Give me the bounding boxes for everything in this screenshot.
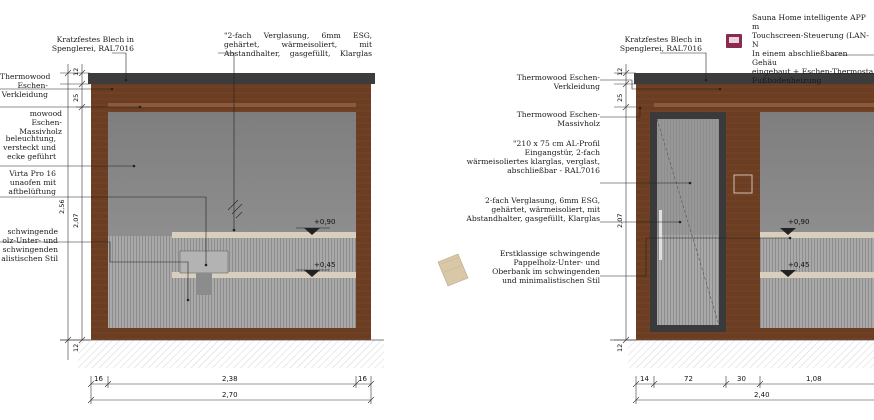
roof-plate (88, 73, 375, 84)
right-note-thermo-massiv: Thermowood Eschen- Massivholz (516, 110, 600, 128)
level-label-upper: +0,90 (314, 218, 336, 226)
dim-total-height: 2,56 (58, 199, 66, 214)
left-note-beleuchtung: beleuchtung, versteckt und ecke geführt (3, 134, 56, 161)
level-label-lower: +0,45 (314, 261, 336, 269)
dim-right-16: 16 (358, 375, 367, 383)
dim-width-inner: 2,38 (222, 375, 238, 383)
right-note-thermo-verkleidung: Thermowood Eschen- Verkleidung (516, 73, 600, 91)
dim-25-right: 25 (616, 93, 624, 102)
left-note-bank: schwingende olz-Unter- und schwingenden alistischen Stil (1, 227, 58, 263)
left-note-blech: Kratzfestes Blech in Spenglerei, RAL7016 (51, 35, 134, 53)
dim-bottom-12: 12 (72, 343, 80, 352)
level-label-upper-right: +0,90 (788, 218, 810, 226)
dim-30: 30 (737, 375, 746, 383)
interior-ribbed-wall (108, 236, 356, 328)
dim-inner-height: 2,07 (72, 213, 80, 228)
dim-width-total-right: 2,40 (754, 391, 770, 399)
dim-inner-height-right: 2,07 (616, 213, 624, 228)
dim-25: 25 (72, 93, 80, 102)
wood-sample-icon (438, 254, 468, 286)
left-note-thermo-massiv: mowood Eschen- Massivholz (19, 109, 62, 136)
dim-bottom-12-right: 12 (616, 343, 624, 352)
dim-top-12-right: 12 (616, 67, 624, 76)
dim-top-12: 12 (72, 67, 80, 76)
right-horizontal-dims (633, 376, 874, 404)
left-note-ofen: Virta Pro 16 unaofen mit aftbelüftung (8, 169, 56, 196)
ground-hatch-right (628, 340, 874, 368)
left-note-verglasung: "2-fach Verglasung, 6mm ESG, gehärtet, wärmeisoliert, mit Abstandhalter, gasgefüllt, Klarglas (224, 31, 372, 58)
dim-72: 72 (684, 375, 693, 383)
ground-hatch (78, 340, 384, 368)
dim-108: 1,08 (806, 375, 822, 383)
left-note-thermo-verkleidung: Thermowood Eschen- Verkleidung (0, 72, 51, 99)
dim-left-16: 16 (94, 375, 103, 383)
right-note-tuer: "210 x 75 cm AL-Profil Eingangstür, 2-fach wärmeisoliertes klarglas, verglast, abschließbar - RAL7016 (466, 139, 600, 175)
right-vertical-dims (614, 64, 636, 343)
right-note-blech: Kratzfestes Blech in Spenglerei, RAL7016 (619, 35, 702, 53)
dim-width-total: 2,70 (222, 391, 238, 399)
right-note-bank: Erstklassige schwingende Pappelholz-Unter- und Oberbank im schwingenden und minimalistischen Stil (492, 249, 600, 285)
door-handle (659, 210, 662, 260)
right-note-app: Sauna Home intelligente APP m Touchscreen-Steuerung (LAN-N In einem abschließbaren Gehäu eingebaut + Eschen-Thermosta Fußbodenheizung (752, 13, 874, 85)
right-note-verglasung: 2-fach Verglasung, 6mm ESG, gehärtet, wärmeisoliert, mit Abstandhalter, gasgefüllt, Klarglas (466, 196, 600, 223)
upper-bench (172, 232, 356, 238)
right-elevation (600, 34, 874, 404)
dim-14: 14 (640, 375, 649, 383)
level-label-lower-right: +0,45 (788, 261, 810, 269)
